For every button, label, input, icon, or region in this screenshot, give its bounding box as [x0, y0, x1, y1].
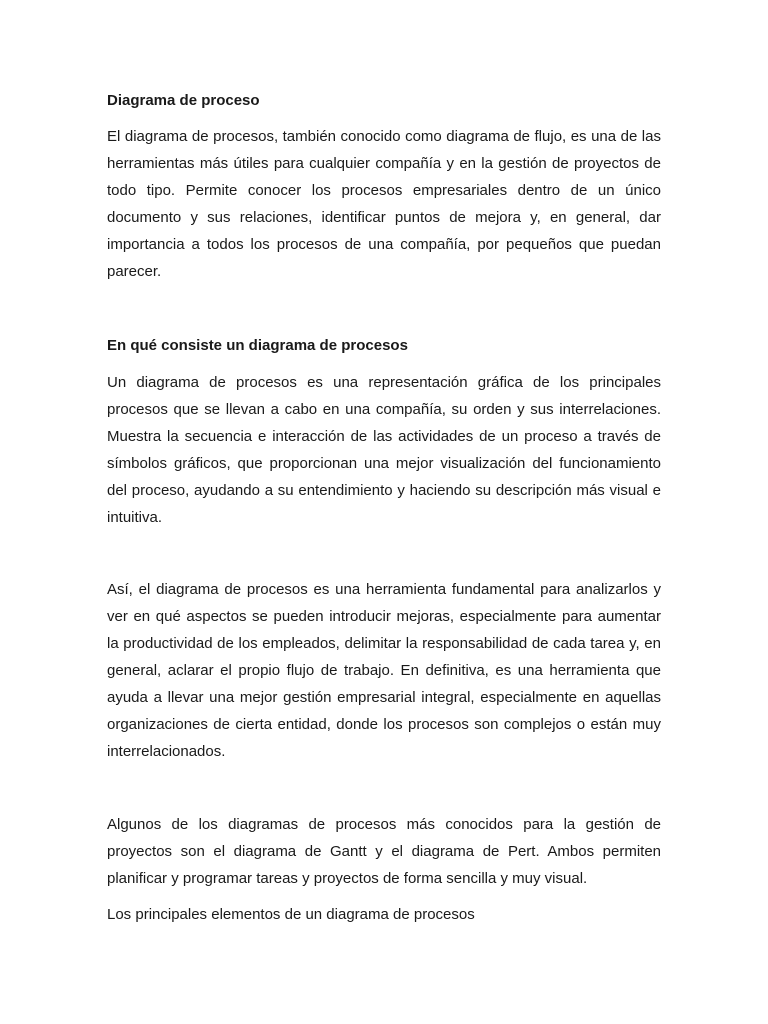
paragraph-principal-elements: Los principales elementos de un diagrama de procesos [107, 906, 475, 923]
paragraph-analysis: Así, el diagrama de procesos es una herramienta fundamental para analizarlos y ver en qué aspectos se pueden introducir mejoras, especialmente para aumentar la productividad de los empleados, delimitar la responsabilidad de cada tarea y, en general, aclarar el propio flujo de trabajo. En definitiva, es una herramienta que ayuda a llevar una mejor gestión empresarial integral, especialmente en aquellas organizaciones de cierta entidad, donde los procesos son complejos o están muy interrelacionados. [107, 581, 661, 760]
paragraph-definition: Un diagrama de procesos es una representación gráfica de los principales procesos que se llevan a cabo en una compañía, su orden y sus interrelaciones. Muestra la secuencia e interacción de las actividades de un proceso a través de símbolos gráficos, que proporcionan una mejor visualización del funcionamiento del proceso, ayudando a su entendimiento y haciendo su descripción más visual e intuitiva. [107, 374, 661, 526]
section-heading-diagrama-de-proceso: Diagrama de proceso [107, 92, 260, 109]
paragraph-intro: El diagrama de procesos, también conocido como diagrama de flujo, es una de las herramientas más útiles para cualquier compañía y en la gestión de proyectos de todo tipo. Permite conocer los procesos empresariales dentro de un único documento y sus relaciones, identificar puntos de mejora y, en general, dar importancia a todos los procesos de una compañía, por pequeños que puedan parecer. [107, 128, 661, 280]
section-heading-en-que-consiste: En qué consiste un diagrama de procesos [107, 337, 408, 354]
paragraph-gantt-pert: Algunos de los diagramas de procesos más conocidos para la gestión de proyectos son el diagrama de Gantt y el diagrama de Pert. Ambos permiten planificar y programar tareas y proyectos de forma sencilla y muy visual. [107, 816, 661, 887]
